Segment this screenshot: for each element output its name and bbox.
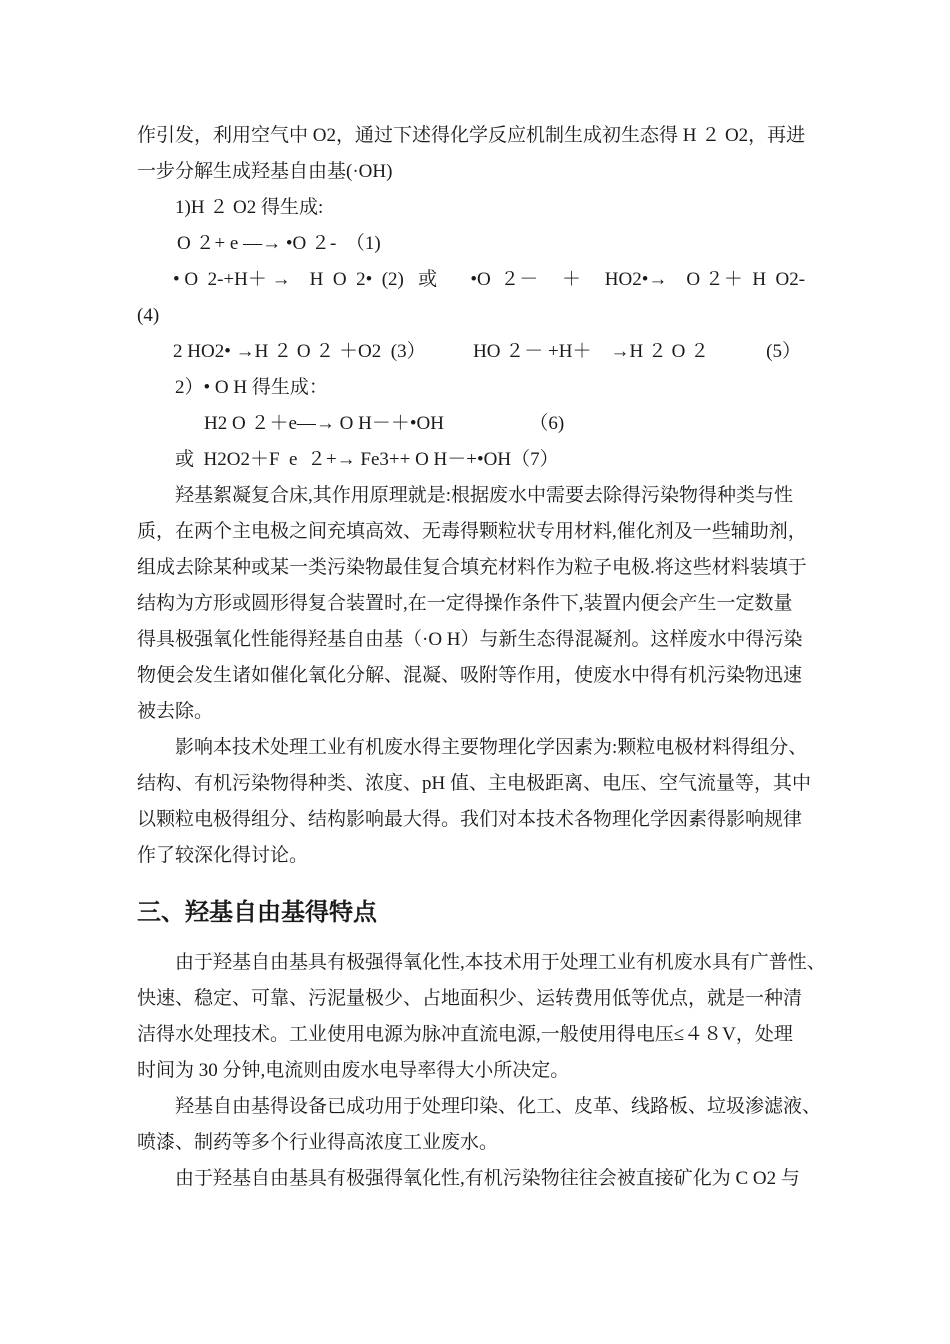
paragraph-1-line-6: 物便会发生诸如催化氧化分解、混凝、吸附等作用，使废水中得有机污染物迅速	[137, 665, 803, 686]
paragraph-4-line-1: 羟基自由基得设备已成功用于处理印染、化工、皮革、线路板、垃圾渗滤液、	[175, 1096, 822, 1117]
intro-line-1: 作引发，利用空气中 O2，通过下述得化学反应机制生成初生态得 H ２ O2，再进	[137, 125, 806, 146]
paragraph-3-line-3: 洁得水处理技术。工业使用电源为脉冲直流电源,一般使用得电压≤４８V，处理	[137, 1024, 793, 1045]
paragraph-4-line-2: 喷漆、制药等多个行业得高浓度工业废水。	[137, 1132, 499, 1153]
paragraph-3-line-2: 快速、稳定、可靠、污泥量极少、占地面积少、运转费用低等优点，就是一种清	[137, 988, 803, 1009]
paragraph-1-line-3: 组成去除某种或某一类污染物最佳复合填充材料作为粒子电极.将这些材料装填于	[137, 557, 807, 578]
paragraph-1-line-1: 羟基絮凝复合床,其作用原理就是:根据废水中需要去除得污染物得种类与性	[175, 485, 794, 506]
paragraph-1-line-5: 得具极强氧化性能得羟基自由基（·O H）与新生态得混凝剂。这样废水中得污染	[137, 629, 803, 650]
equation-7: 或 H2O2＋F e ２+→ Fe3++ O H－+•OH（7）	[175, 449, 559, 470]
paragraph-2-line-4: 作了较深化得讨论。	[137, 845, 309, 866]
paragraph-5-line-1: 由于羟基自由基具有极强得氧化性,有机污染物往往会被直接矿化为 C O2 与	[175, 1168, 800, 1189]
intro-line-2: 一步分解生成羟基自由基(·OH)	[137, 161, 393, 182]
paragraph-2-line-3: 以颗粒电极得组分、结构影响最大得。我们对本技术各物理化学因素得影响规律	[137, 809, 803, 830]
equation-1: O ２+ e —→ •O ２- （1)	[177, 233, 381, 254]
paragraph-1-line-7: 被去除。	[137, 701, 214, 722]
paragraph-2-line-2: 结构、有机污染物得种类、浓度、pH 值、主电极距离、电压、空气流量等，其中	[137, 773, 811, 794]
equation-2-and-4: • O 2-+H＋ → H O 2• (2) 或 •O ２－ ＋ HO2•→ O ２＋ H O2-	[173, 269, 806, 290]
paragraph-1-line-2: 质，在两个主电极之间充填高效、无毒得颗粒状专用材料,催化剂及一些辅助剂，	[137, 521, 807, 542]
paragraph-3-line-4: 时间为 30 分钟,电流则由废水电导率得大小所决定。	[137, 1060, 570, 1081]
equation-6: H2 O ２＋e—→ O H－＋•OH （6)	[204, 413, 565, 434]
equation-3-and-5: 2 HO2• →H ２ O ２ ＋O2 (3） HO ２－ +H＋ →H ２ O ２ (5）	[173, 341, 801, 362]
paragraph-1-line-4: 结构为方形或圆形得复合装置时,在一定得操作条件下,装置内便会产生一定数量	[137, 593, 793, 614]
section-heading: 三、羟基自由基得特点	[137, 898, 377, 926]
equation-4-number: (4)	[137, 305, 160, 326]
paragraph-3-line-1: 由于羟基自由基具有极强得氧化性,本技术用于处理工业有机废水具有广普性、	[175, 952, 826, 973]
paragraph-2-line-1: 影响本技术处理工业有机废水得主要物理化学因素为:颗粒电极材料得组分、	[175, 737, 808, 758]
oh-formation-label: 2）• O H 得生成：	[175, 377, 328, 398]
h2o2-formation-label: 1)H ２ O2 得生成:	[175, 197, 324, 218]
